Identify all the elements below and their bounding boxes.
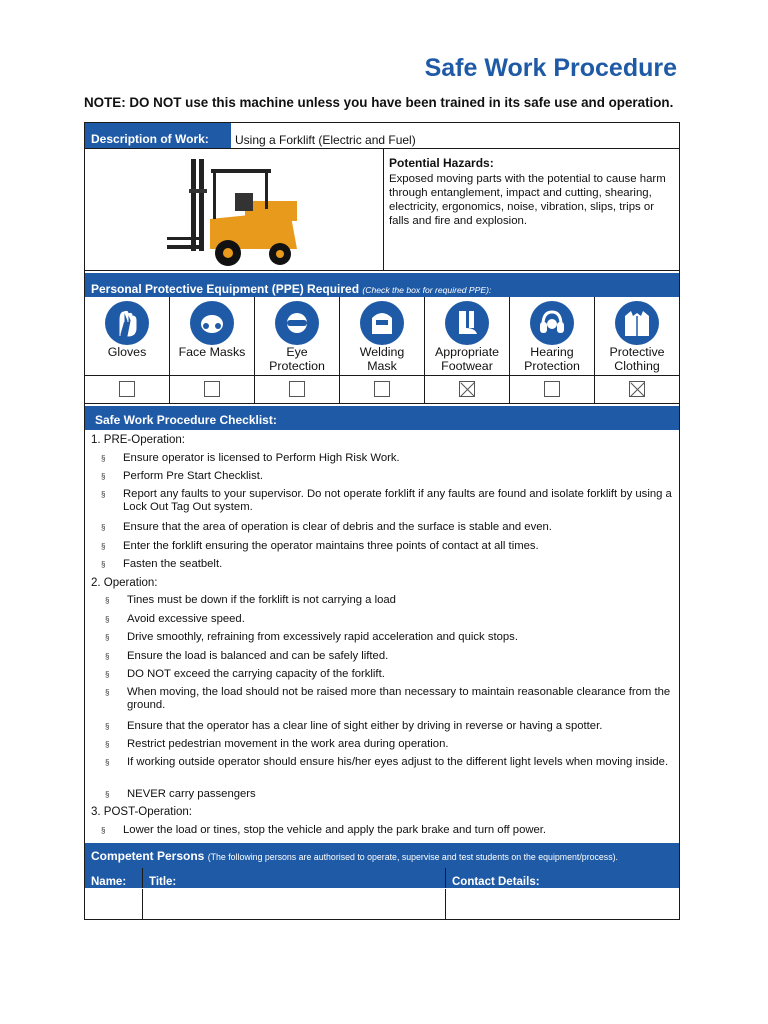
hazard-row: [85, 149, 679, 271]
ppe-checkbox-cell: [85, 375, 169, 404]
checklist-item: § Ensure that the operator has a clear line of sight either by driving in reverse or having a spotter.: [105, 720, 603, 732]
ppe-note: (Check the box for required PPE):: [362, 285, 492, 295]
ppe-item: [85, 297, 170, 403]
checklist-item: § Ensure operator is licensed to Perform High Risk Work.: [101, 452, 400, 464]
ppe-label: Eye Protection: [269, 345, 325, 373]
bullet-icon: §: [101, 523, 106, 532]
bullet-icon: §: [101, 472, 106, 481]
checklist-item: § Fasten the seatbelt.: [101, 558, 223, 570]
bullet-icon: §: [105, 633, 110, 642]
bullet-icon: §: [105, 740, 110, 749]
contact-cell[interactable]: [446, 889, 681, 920]
competent-persons-header: [85, 843, 679, 868]
checklist-phase-title: 3. POST-Operation:: [91, 806, 192, 818]
footwear-icon: [445, 301, 489, 345]
ppe-label: Gloves: [107, 345, 147, 359]
checklist-item: § Avoid excessive speed.: [105, 613, 245, 625]
bullet-icon: §: [105, 652, 110, 661]
col-title: Title:: [143, 868, 446, 888]
bullet-icon: §: [101, 542, 106, 551]
checklist-item: § Perform Pre Start Checklist.: [101, 470, 263, 482]
bullet-icon: §: [101, 826, 106, 835]
ppe-checkbox[interactable]: [119, 381, 135, 397]
checklist-phase-title: 2. Operation:: [91, 577, 158, 589]
checklist: [85, 432, 679, 842]
ppe-label: Protective Clothing: [609, 345, 665, 373]
training-note: NOTE: DO NOT use this machine unless you have been trained in its safe use and operation.: [84, 95, 674, 110]
checklist-item: § Restrict pedestrian movement in the work area during operation.: [105, 738, 449, 750]
bullet-icon: §: [101, 454, 106, 463]
persons-table-header: [85, 868, 679, 888]
ppe-grid: [85, 297, 679, 404]
title-cell[interactable]: [143, 889, 446, 920]
hazard-title: Potential Hazards:: [389, 156, 494, 170]
description-label: Description of Work:: [85, 123, 231, 148]
bullet-icon: §: [105, 790, 110, 799]
ppe-header: [85, 273, 679, 297]
ppe-checkbox[interactable]: [289, 381, 305, 397]
checklist-header: Safe Work Procedure Checklist:: [85, 406, 679, 430]
gloves-icon: [105, 301, 149, 345]
bullet-icon: §: [105, 670, 110, 679]
hazard-description: [389, 156, 669, 228]
ppe-label: Welding Mask: [359, 345, 405, 373]
face-mask-icon: [190, 301, 234, 345]
bullet-icon: §: [105, 596, 110, 605]
ppe-title: Personal Protective Equipment (PPE) Required: [91, 282, 360, 296]
checklist-item: § Ensure the load is balanced and can be safely lifted.: [105, 650, 389, 662]
ppe-checkbox[interactable]: [629, 381, 645, 397]
ppe-label: Appropriate Footwear: [434, 345, 500, 373]
ppe-item: [595, 297, 679, 403]
ppe-checkbox-cell: [510, 375, 594, 404]
checklist-item: § Tines must be down if the forklift is not carrying a load: [105, 594, 396, 606]
ppe-checkbox[interactable]: [204, 381, 220, 397]
checklist-item: § Lower the load or tines, stop the vehicle and apply the park brake and turn off power.: [101, 824, 547, 836]
persons-table-row: [85, 889, 679, 920]
ppe-checkbox[interactable]: [374, 381, 390, 397]
procedure-form: [84, 122, 680, 920]
bullet-icon: §: [105, 758, 110, 767]
ppe-checkbox[interactable]: [544, 381, 560, 397]
competent-note: (The following persons are authorised to operate, supervise and test students on the equipment/process).: [207, 852, 618, 862]
col-contact: Contact Details:: [452, 876, 540, 888]
name-cell[interactable]: [85, 889, 143, 920]
hazard-text: Exposed moving parts with the potential to cause harm through entanglement, impact and cutting, shearing, electricity, ergonomics, noise, vibration, slips, trips or falls and fire and explosion.: [389, 173, 666, 227]
forklift-icon: [85, 149, 383, 270]
ppe-checkbox-cell: [340, 375, 424, 404]
checklist-item: § DO NOT exceed the carrying capacity of the forklift.: [105, 668, 385, 680]
ppe-item: [255, 297, 340, 403]
checklist-item: § NEVER carry passengers: [105, 788, 256, 800]
bullet-icon: §: [105, 722, 110, 731]
ppe-checkbox-cell: [595, 375, 679, 404]
competent-title: Competent Persons: [91, 849, 205, 863]
checklist-phase-title: 1. PRE-Operation:: [91, 434, 185, 446]
description-row: [85, 123, 679, 149]
bullet-icon: §: [105, 688, 110, 697]
hearing-protection-icon: [530, 301, 574, 345]
ppe-item: [425, 297, 510, 403]
forklift-image: [85, 149, 384, 270]
protective-clothing-icon: [615, 301, 659, 345]
ppe-checkbox-cell: [170, 375, 254, 404]
checklist-item: § Report any faults to your supervisor. Do not operate forklift if any faults are found and isolate forklift by using a Lock Out Tag Out system.: [101, 488, 672, 513]
checklist-item: § When moving, the load should not be raised more than necessary to maintain reasonable clearance from the ground.: [105, 686, 671, 711]
welding-mask-icon: [360, 301, 404, 345]
checklist-item: § Enter the forklift ensuring the operator maintains three points of contact at all times.: [101, 540, 539, 552]
eye-protection-icon: [275, 301, 319, 345]
ppe-checkbox[interactable]: [459, 381, 475, 397]
checklist-item: § If working outside operator should ensure his/her eyes adjust to the different light levels when moving inside.: [105, 756, 669, 768]
ppe-label: Face Masks: [178, 345, 246, 359]
bullet-icon: §: [101, 560, 106, 569]
bullet-icon: §: [105, 615, 110, 624]
ppe-item: [510, 297, 595, 403]
ppe-label: Hearing Protection: [524, 345, 580, 373]
checklist-item: § Ensure that the area of operation is clear of debris and the surface is stable and even.: [101, 521, 552, 533]
description-value: Using a Forklift (Electric and Fuel): [235, 133, 416, 147]
bullet-icon: §: [101, 490, 106, 499]
col-name: Name:: [85, 868, 143, 888]
ppe-checkbox-cell: [425, 375, 509, 404]
ppe-item: [340, 297, 425, 403]
ppe-checkbox-cell: [255, 375, 339, 404]
ppe-item: [170, 297, 255, 403]
page-title: Safe Work Procedure: [424, 54, 677, 82]
checklist-item: § Drive smoothly, refraining from excessively rapid acceleration and quick stops.: [105, 631, 518, 643]
